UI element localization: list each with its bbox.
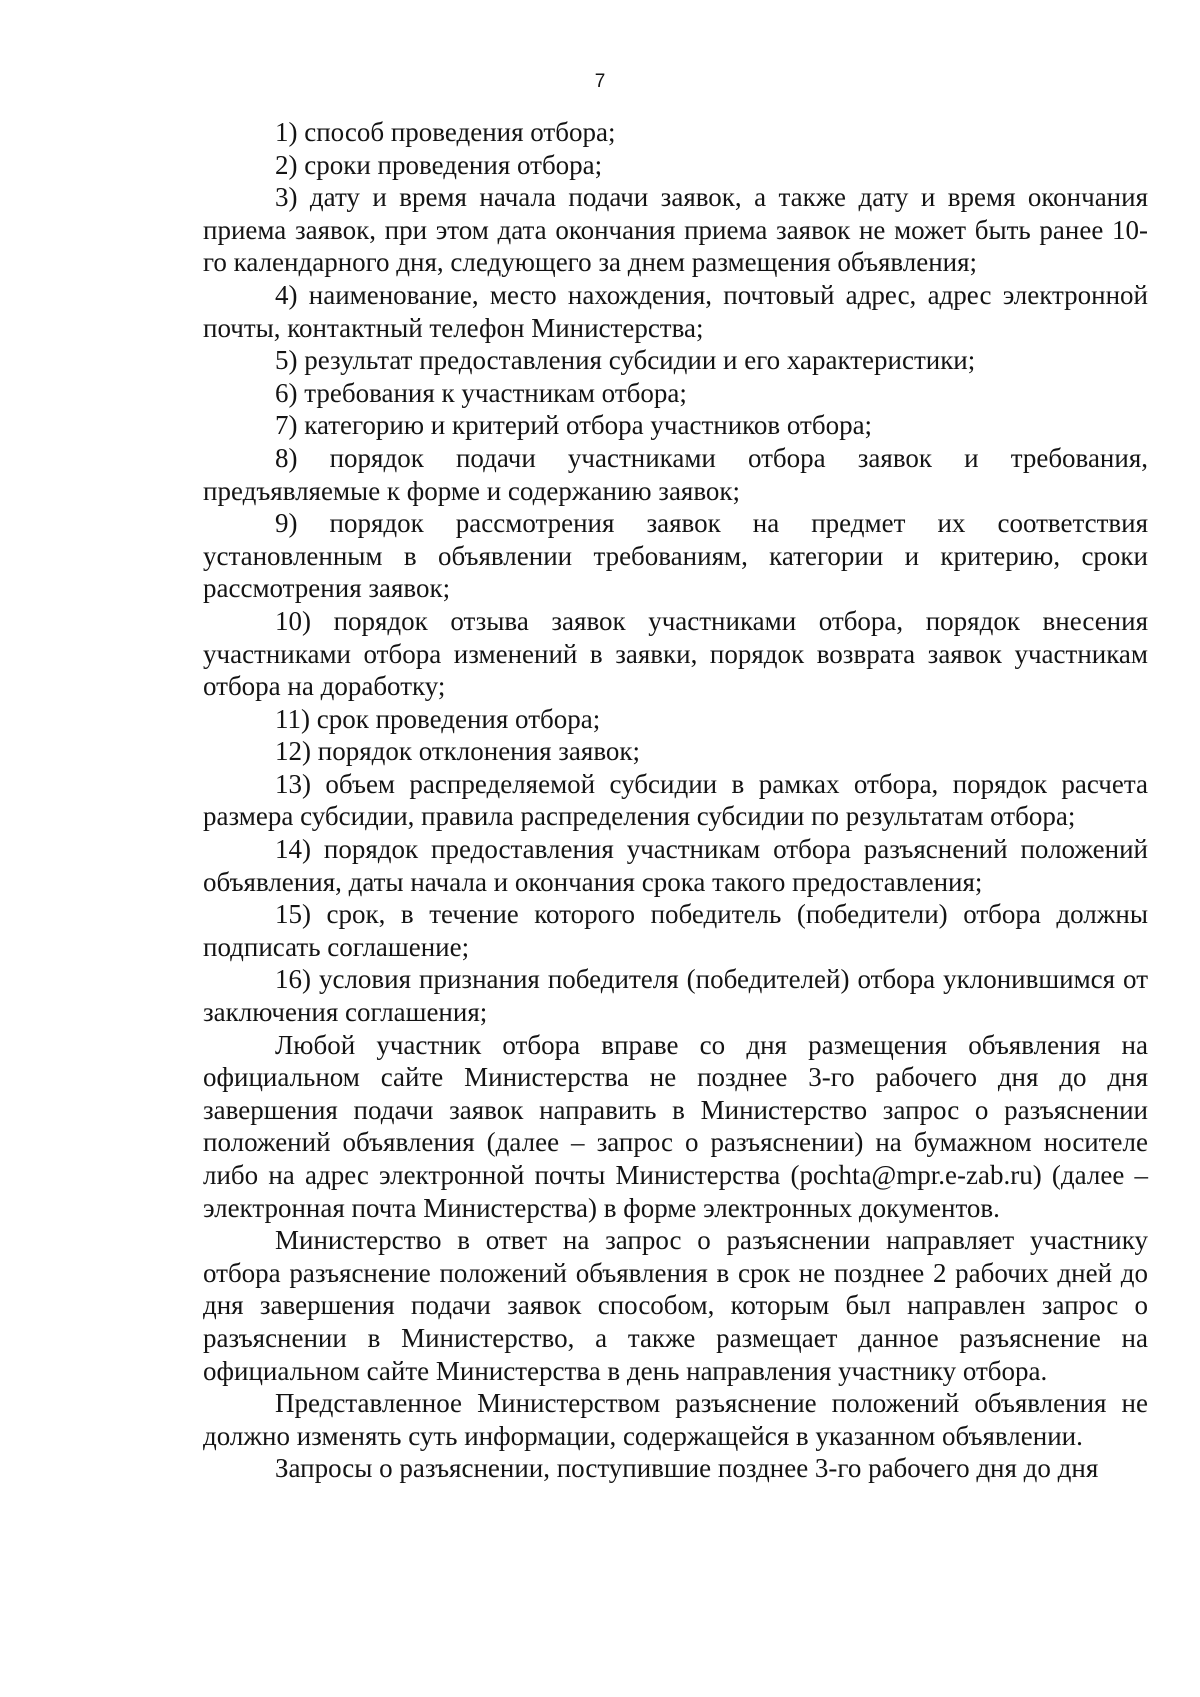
list-item-4: 4) наименование, место нахождения, почтовый адрес, адрес электронной почты, контактный телефон Министерства; <box>203 279 1148 343</box>
list-item-2: 2) сроки проведения отбора; <box>275 149 603 180</box>
document-body <box>203 116 1148 1485</box>
list-item-3: 3) дату и время начала подачи заявок, а также дату и время окончания приема заявок, при этом дата окончания приема заявок не может быть ранее 10-го календарного дня, следующего за днем размещения объявления; <box>203 182 1148 278</box>
body-paragraph-clarification-request: Любой участник отбора вправе со дня размещения объявления на официальном сайте Министерства не позднее 3-го рабочего дня до дня завершения подачи заявок направить в Министерство запрос о разъяснении положений объявления (далее – запрос о разъяснении) на бумажном носителе либо на адрес электронной почты Министерства (pochta@mpr.e-zab.ru) (далее – электронная почта Министерства) в форме электронных документов. <box>203 1029 1148 1223</box>
list-item-11: 11) срок проведения отбора; <box>275 703 601 734</box>
list-item-14: 14) порядок предоставления участникам отбора разъяснений положений объявления, даты начала и окончания срока такого предоставления; <box>203 834 1148 897</box>
list-item-5: 5) результат предоставления субсидии и его характеристики; <box>275 345 976 376</box>
list-item-8: 8) порядок подачи участниками отбора заявок и требования, предъявляемые к форме и содержанию заявок; <box>203 442 1148 506</box>
body-paragraph-ministry-response: Министерство в ответ на запрос о разъяснении направляет участнику отбора разъяснение положений объявления в срок не позднее 2 рабочих дней до дня завершения подачи заявок способом, которым был направлен запрос о разъяснении в Министерство, а также размещает данное разъяснение на официальном сайте Министерства в день направления участнику отбора. <box>203 1225 1148 1386</box>
list-item-9: 9) порядок рассмотрения заявок на предмет их соответствия установленным в объявлении требованиям, категории и критерию, сроки рассмотрения заявок; <box>203 508 1148 604</box>
body-paragraph-clarification-content: Представленное Министерством разъяснение положений объявления не должно изменять суть информации, содержащейся в указанном объявлении. <box>203 1388 1148 1451</box>
page-number: 7 <box>594 71 606 92</box>
list-item-16: 16) условия признания победителя (победителей) отбора уклонившимся от заключения соглашения; <box>203 964 1148 1028</box>
list-item-13: 13) объем распределяемой субсидии в рамках отбора, порядок расчета размера субсидии, правила распределения субсидии по результатам отбора; <box>203 768 1148 832</box>
list-item-12: 12) порядок отклонения заявок; <box>275 736 641 767</box>
body-paragraph-late-requests: Запросы о разъяснении, поступившие позднее 3-го рабочего дня до дня <box>275 1453 1099 1484</box>
list-item-10: 10) порядок отзыва заявок участниками отбора, порядок внесения участниками отбора изменений в заявки, порядок возврата заявок участникам отбора на доработку; <box>203 605 1148 702</box>
list-item-6: 6) требования к участникам отбора; <box>275 377 687 408</box>
list-item-15: 15) срок, в течение которого победитель (победители) отбора должны подписать соглашение; <box>203 899 1148 962</box>
list-item-1: 1) способ проведения отбора; <box>275 117 616 147</box>
list-item-7: 7) категорию и критерий отбора участников отбора; <box>275 410 873 441</box>
